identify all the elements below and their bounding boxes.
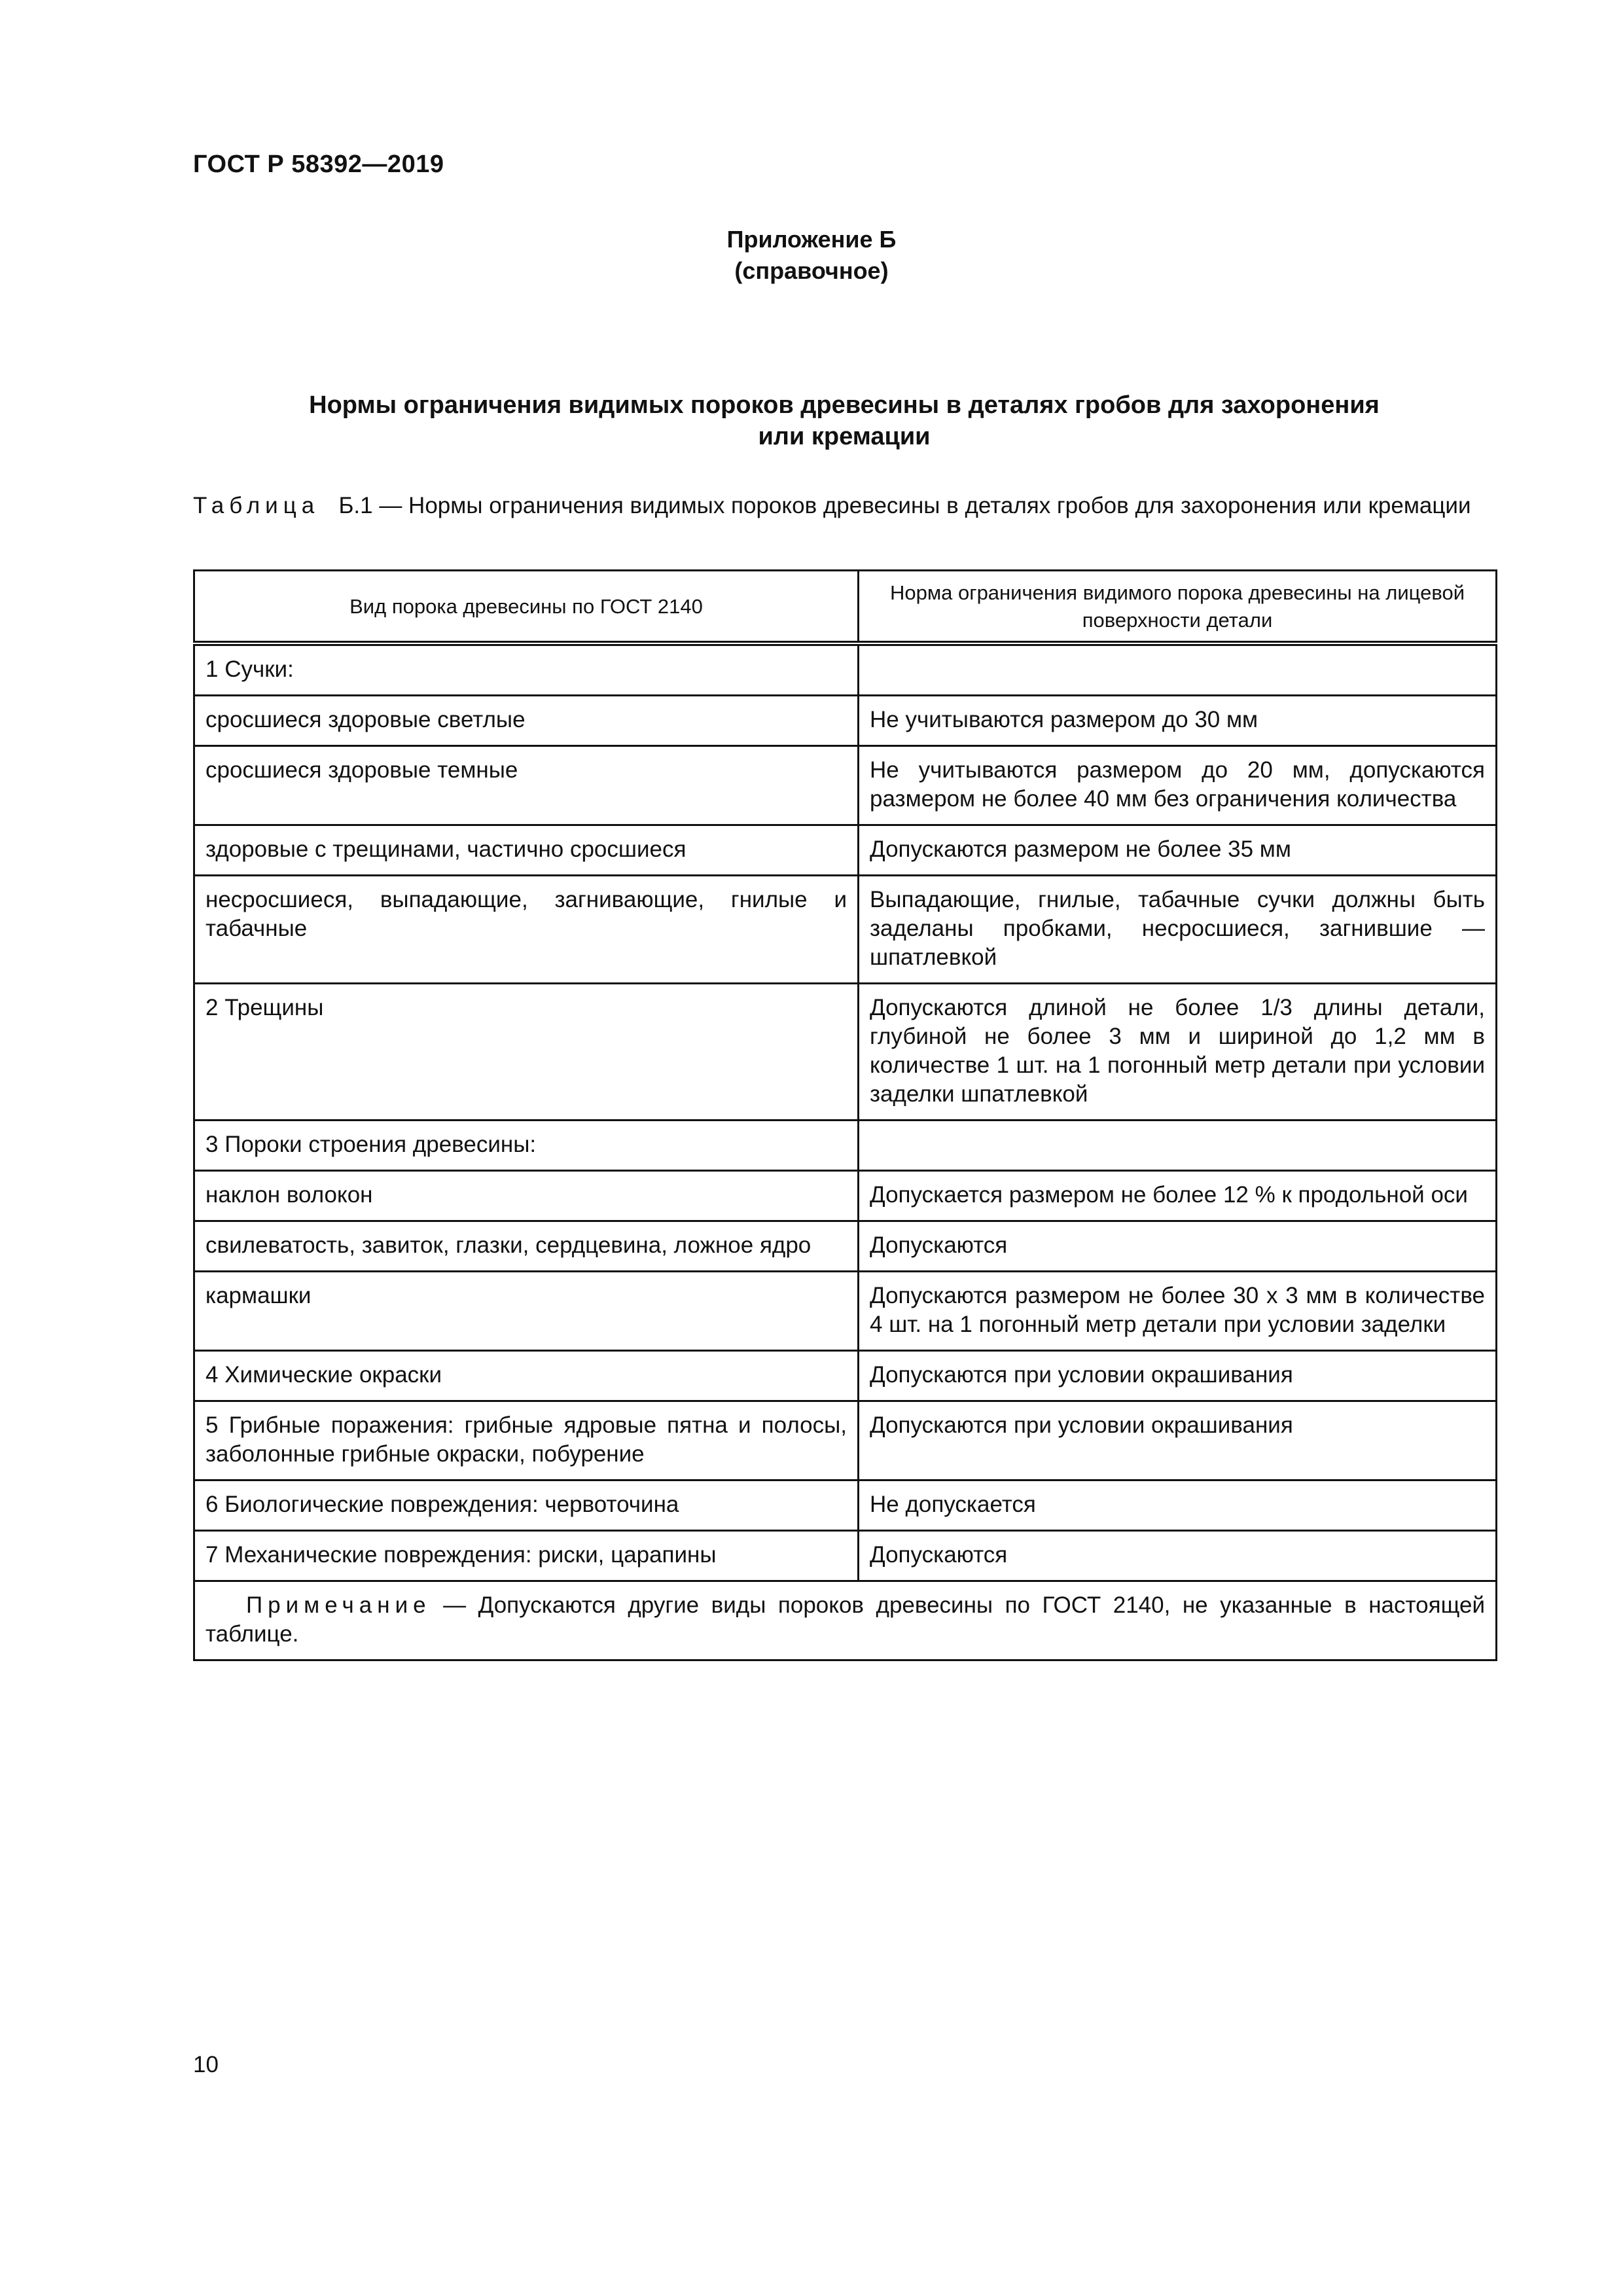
appendix-label: Приложение Б [726, 226, 897, 253]
table-row [194, 1531, 1497, 1581]
table-header-row [194, 571, 1497, 644]
appendix-title [196, 389, 1492, 452]
table-note-row [194, 1581, 1497, 1660]
norm-cell: Не учитываются размером до 30 мм [859, 696, 1497, 746]
norm-cell [859, 643, 1497, 696]
appendix-type: (справочное) [734, 257, 889, 284]
page-number: 10 [193, 2052, 219, 2077]
table-caption [193, 491, 1495, 520]
table-row [194, 746, 1497, 825]
document-standard-header: ГОСТ Р 58392—2019 [193, 151, 444, 178]
norm-cell [859, 1121, 1497, 1171]
defect-cell: 4 Химические окраски [194, 1351, 859, 1401]
table-row [194, 1221, 1497, 1272]
defect-cell: 5 Грибные поражения: грибные ядровые пятна и полосы, заболонные грибные окраски, побурение [194, 1401, 859, 1480]
defect-cell: 7 Механические повреждения: риски, царапины [194, 1531, 859, 1581]
norm-cell: Допускаются [859, 1531, 1497, 1581]
table-row [194, 643, 1497, 696]
defect-norms-table [193, 569, 1497, 1661]
table-note-prefix: Примечание [246, 1592, 431, 1618]
norm-cell: Допускаются длиной не более 1/3 длины детали, глубиной не более 3 мм и шириной до 1,2 мм в количестве 1 шт. на 1 погонный метр детали при условии заделки шпатлевкой [859, 984, 1497, 1121]
column-header-defect: Вид порока древесины по ГОСТ 2140 [194, 571, 859, 644]
table-note [194, 1581, 1497, 1660]
defect-cell: сросшиеся здоровые темные [194, 746, 859, 825]
table-row [194, 876, 1497, 984]
norm-cell: Выпадающие, гнилые, табачные сучки должны быть заделаны пробками, несросшиеся, загнившие — шпатлевкой [859, 876, 1497, 984]
norm-cell: Допускаются при условии окрашивания [859, 1351, 1497, 1401]
defect-cell: сросшиеся здоровые светлые [194, 696, 859, 746]
table-row [194, 1272, 1497, 1351]
defect-cell: 6 Биологические повреждения: червоточина [194, 1480, 859, 1531]
norm-cell: Допускаются размером не более 30 x 3 мм в количестве 4 шт. на 1 погонный метр детали при условии заделки [859, 1272, 1497, 1351]
table-caption-text: Б.1 — Нормы ограничения видимых пороков древесины в деталях гробов для захоронения или кремации [338, 493, 1471, 518]
column-header-norm: Норма ограничения видимого порока древесины на лицевой поверхности детали [859, 571, 1497, 644]
defect-cell: свилеватость, завиток, глазки, сердцевина, ложное ядро [194, 1221, 859, 1272]
table-caption-prefix: Таблица [193, 493, 320, 518]
defect-cell: кармашки [194, 1272, 859, 1351]
norm-cell: Допускается размером не более 12 % к продольной оси [859, 1171, 1497, 1221]
defect-cell: здоровые с трещинами, частично сросшиеся [194, 825, 859, 876]
defect-cell: 2 Трещины [194, 984, 859, 1121]
table-row [194, 696, 1497, 746]
table-row [194, 1171, 1497, 1221]
norm-cell: Не учитываются размером до 20 мм, допускаются размером не более 40 мм без ограничения количества [859, 746, 1497, 825]
appendix-title-line-2: или кремации [758, 423, 931, 450]
norm-cell: Не допускается [859, 1480, 1497, 1531]
table-row [194, 1401, 1497, 1480]
appendix-title-line-1: Нормы ограничения видимых пороков древесины в деталях гробов для захоронения [309, 391, 1380, 419]
table-row [194, 1351, 1497, 1401]
table-row [194, 984, 1497, 1121]
table-note-text: — Допускаются другие виды пороков древесины по ГОСТ 2140, не указанные в настоящей таблице. [205, 1592, 1485, 1647]
norm-cell: Допускаются при условии окрашивания [859, 1401, 1497, 1480]
appendix-heading [0, 224, 1623, 287]
table-row [194, 1121, 1497, 1171]
table-row [194, 1480, 1497, 1531]
norm-cell: Допускаются размером не более 35 мм [859, 825, 1497, 876]
defect-cell: наклон волокон [194, 1171, 859, 1221]
defect-cell: несросшиеся, выпадающие, загнивающие, гнилые и табачные [194, 876, 859, 984]
table-row [194, 825, 1497, 876]
defect-cell: 1 Сучки: [194, 643, 859, 696]
norm-cell: Допускаются [859, 1221, 1497, 1272]
defect-cell: 3 Пороки строения древесины: [194, 1121, 859, 1171]
